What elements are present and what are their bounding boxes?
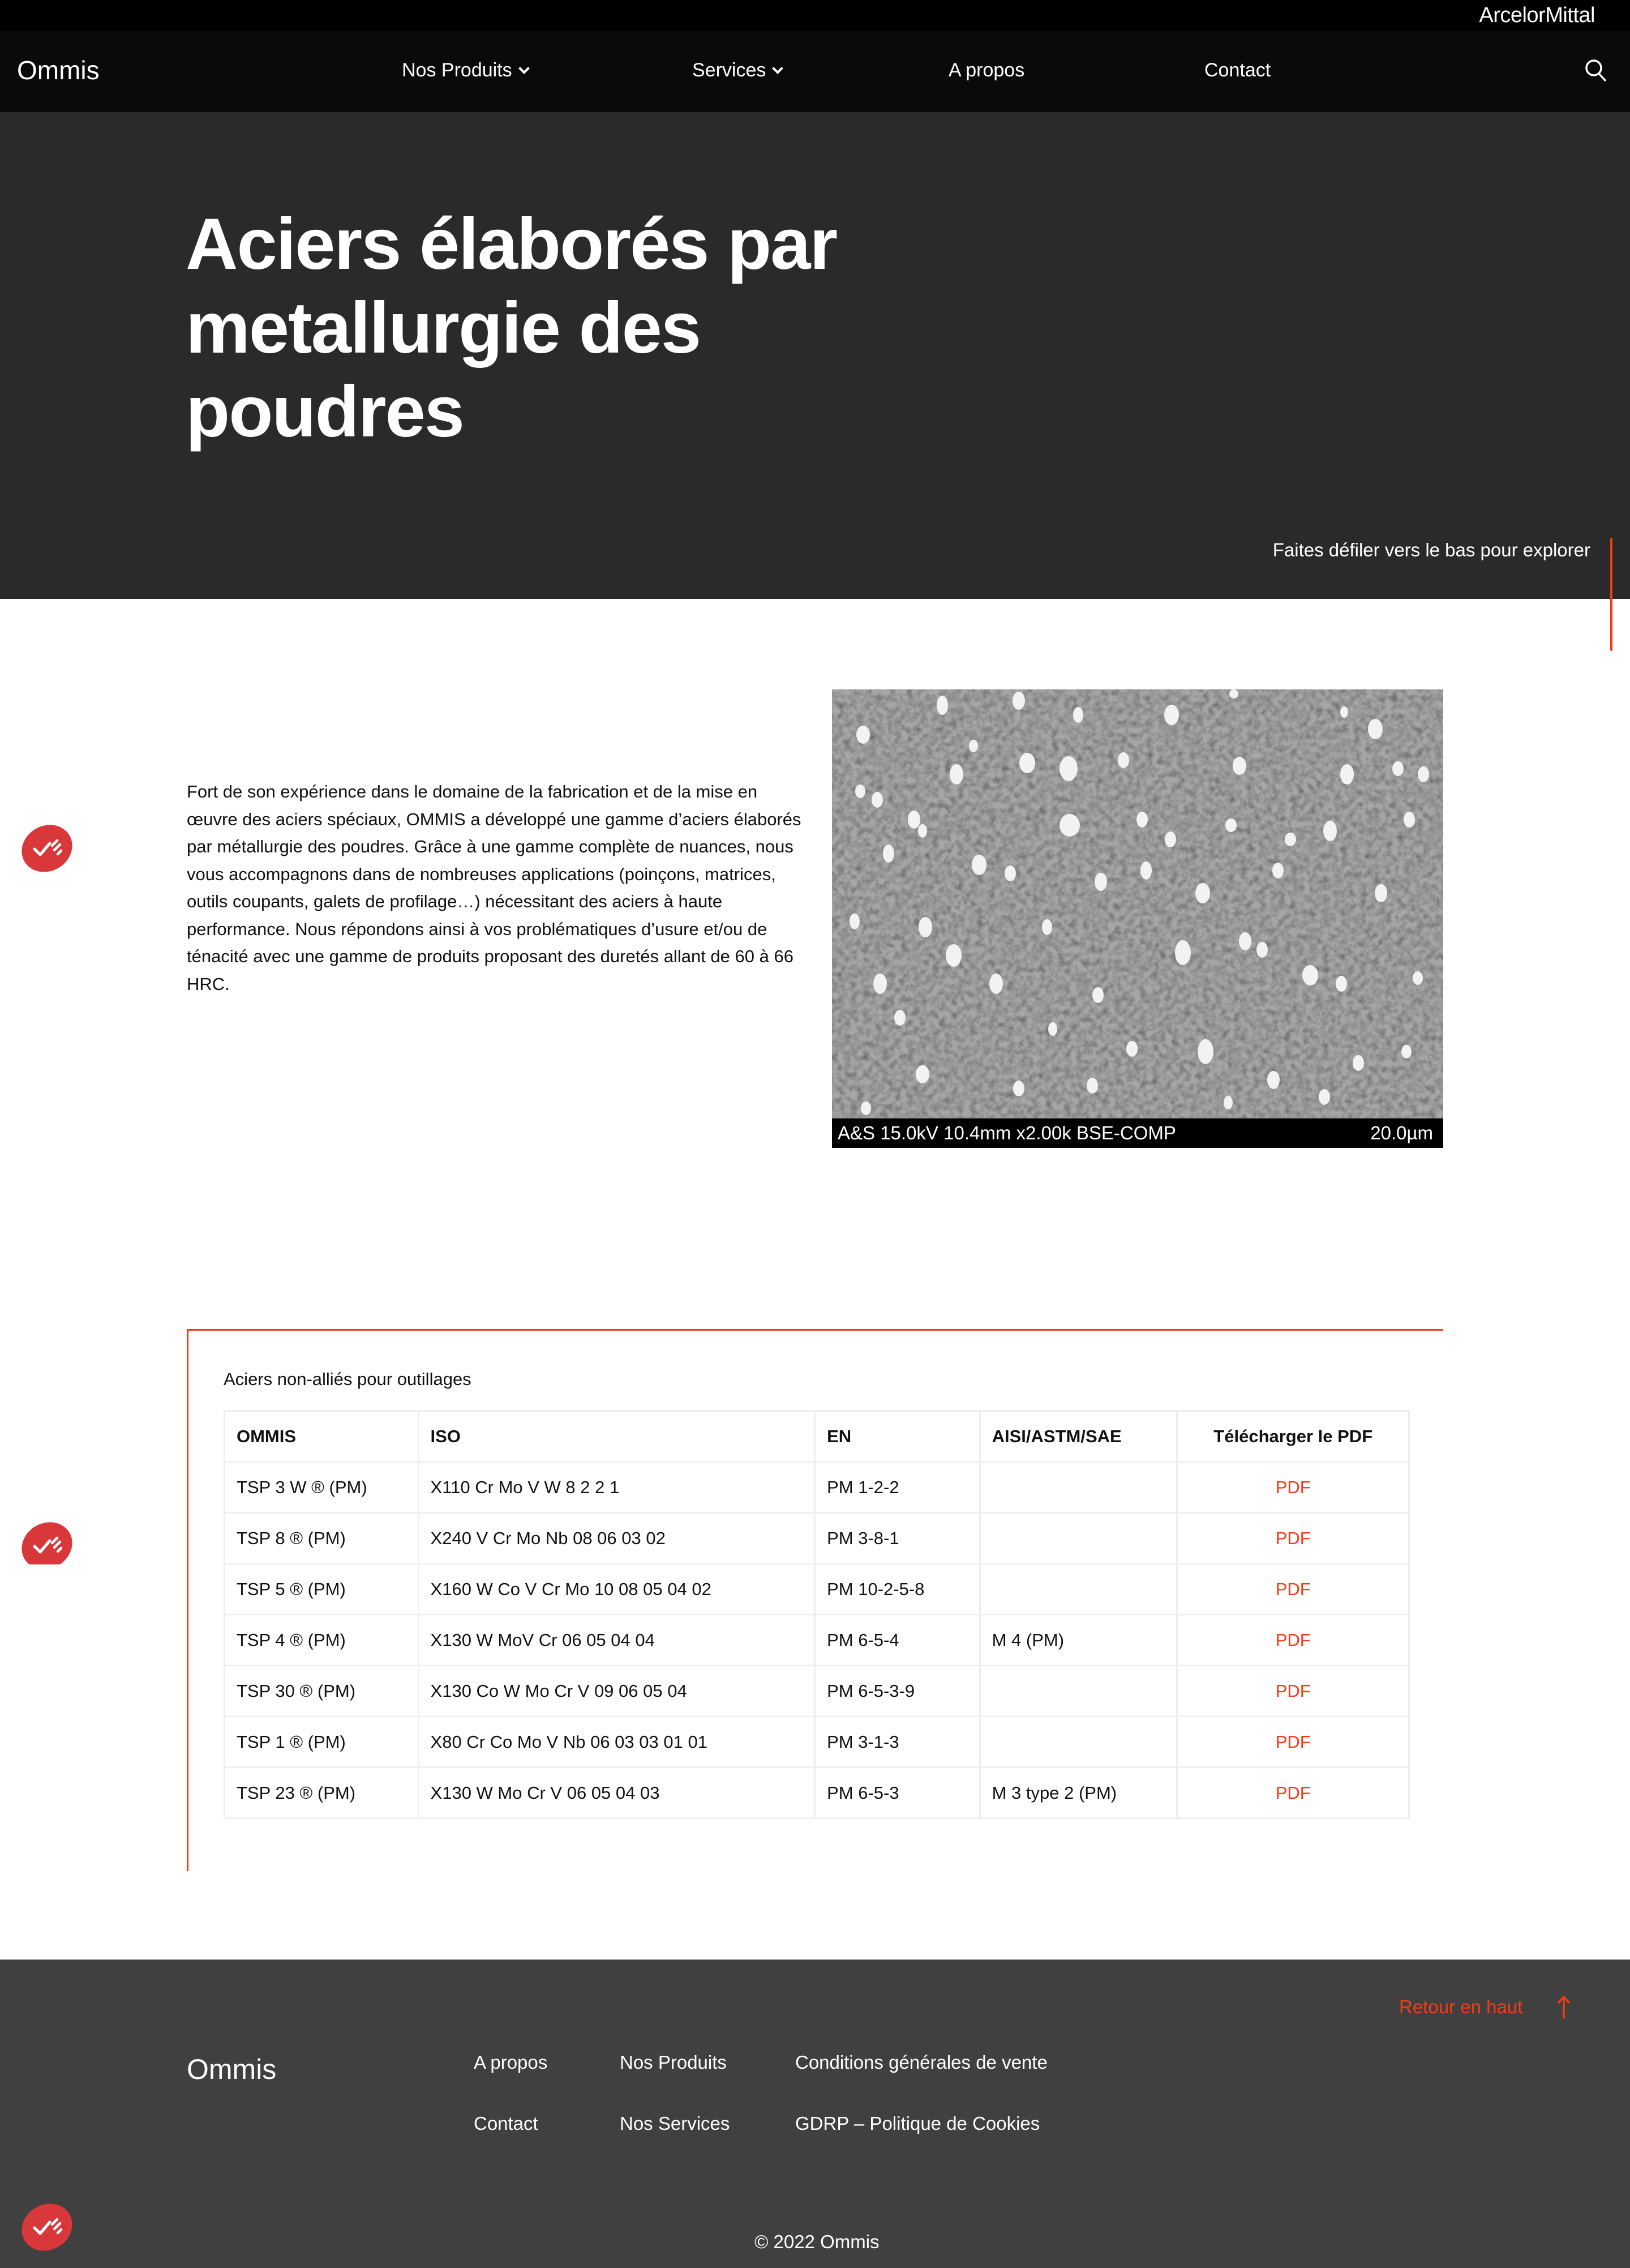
cell-en: PM 6-5-4: [815, 1615, 980, 1666]
page-title: Aciers élaborés par metallurgie des poudres: [186, 204, 837, 452]
cell-aisi: [980, 1564, 1177, 1615]
footer-logo[interactable]: Ommis: [187, 2053, 277, 2085]
footer-link-gdrp[interactable]: GDRP – Politique de Cookies: [795, 2113, 1040, 2134]
nav-item-services[interactable]: [692, 59, 782, 82]
cell-ommis: TSP 4 ® (PM): [225, 1615, 419, 1666]
top-bar: [0, 0, 1630, 31]
pdf-download-link[interactable]: PDF: [1275, 1528, 1311, 1548]
footer-link-a-propos[interactable]: A propos: [474, 2052, 548, 2073]
image-scale-label: 20.0µm: [1370, 1122, 1433, 1143]
table-row: [225, 1666, 1409, 1717]
nav-item-nos-produits[interactable]: [402, 59, 528, 82]
table-header-row: [225, 1411, 1409, 1462]
main-nav: [0, 31, 1630, 112]
cell-iso: X110 Cr Mo V W 8 2 2 1: [418, 1462, 815, 1513]
cell-en: PM 6-5-3: [815, 1768, 980, 1819]
cell-aisi: [980, 1513, 1177, 1564]
cell-en: PM 3-8-1: [815, 1513, 980, 1564]
cell-ommis: TSP 30 ® (PM): [225, 1666, 419, 1717]
cell-aisi: M 4 (PM): [980, 1615, 1177, 1666]
pdf-download-link[interactable]: PDF: [1275, 1579, 1311, 1599]
cell-iso: X130 Co W Mo Cr V 09 06 05 04: [418, 1666, 815, 1717]
pdf-download-link[interactable]: PDF: [1275, 1731, 1311, 1752]
site-footer: [0, 1960, 1630, 2268]
footer-link-nos-services[interactable]: Nos Services: [620, 2113, 730, 2134]
scroll-indicator-line: [1610, 538, 1612, 651]
cell-pdf: [1177, 1564, 1409, 1615]
pdf-download-link[interactable]: PDF: [1275, 1680, 1311, 1701]
cell-aisi: [980, 1666, 1177, 1717]
cell-pdf: [1177, 1615, 1409, 1666]
chat-check-badge-icon[interactable]: [20, 822, 74, 875]
table-row: [225, 1462, 1409, 1513]
nav-item-label: Contact: [1204, 59, 1271, 81]
back-to-top-link[interactable]: Retour en haut: [1399, 1996, 1523, 2017]
chat-check-badge-icon[interactable]: [20, 1519, 74, 1564]
image-caption: A&S 15.0kV 10.4mm x2.00k BSE-COMP: [832, 1118, 1443, 1148]
nav-item-label: Nos Produits: [402, 59, 512, 81]
footer-link-nos-produits[interactable]: Nos Produits: [620, 2052, 727, 2073]
sem-micrograph-image: [832, 689, 1443, 1148]
pdf-download-link[interactable]: PDF: [1275, 1477, 1311, 1497]
chat-check-badge-icon[interactable]: [20, 2201, 74, 2254]
col-header-aisi: AISI/ASTM/SAE: [980, 1411, 1177, 1462]
product-table: [224, 1410, 1410, 1819]
col-header-pdf: Télécharger le PDF: [1177, 1411, 1409, 1462]
nav-item-contact[interactable]: [1204, 59, 1271, 82]
cell-en: PM 3-1-3: [815, 1717, 980, 1768]
nav-item-a-propos[interactable]: [949, 59, 1024, 82]
cell-iso: X130 W MoV Cr 06 05 04 04: [418, 1615, 815, 1666]
product-table-section: [187, 1329, 1443, 1871]
footer-link-contact[interactable]: Contact: [474, 2113, 538, 2134]
arcelormittal-brand-link[interactable]: ArcelorMittal: [1479, 3, 1595, 27]
table-row: [225, 1513, 1409, 1564]
table-row: [225, 1615, 1409, 1666]
col-header-iso: ISO: [418, 1411, 815, 1462]
cell-iso: X80 Cr Co Mo V Nb 06 03 03 01 01: [418, 1717, 815, 1768]
search-icon[interactable]: [1585, 58, 1607, 83]
col-header-en: EN: [815, 1411, 980, 1462]
pdf-download-link[interactable]: PDF: [1275, 1630, 1311, 1650]
table-caption: Aciers non-alliés pour outillages: [224, 1369, 471, 1389]
table-row: [225, 1768, 1409, 1819]
hero-section: [0, 112, 1630, 599]
cell-iso: X240 V Cr Mo Nb 08 06 03 02: [418, 1513, 815, 1564]
footer-link-cgv[interactable]: Conditions générales de vente: [795, 2052, 1048, 2073]
cell-aisi: [980, 1462, 1177, 1513]
cell-pdf: [1177, 1666, 1409, 1717]
cell-en: PM 6-5-3-9: [815, 1666, 980, 1717]
cell-ommis: TSP 8 ® (PM): [225, 1513, 419, 1564]
arrow-up-icon[interactable]: [1555, 1995, 1572, 2020]
nav-item-label: Services: [692, 59, 766, 81]
cell-iso: X160 W Co V Cr Mo 10 08 05 04 02: [418, 1564, 815, 1615]
scroll-hint: Faites défiler vers le bas pour explorer: [1272, 539, 1590, 560]
intro-paragraph: Fort de son expérience dans le domaine de la fabrication et de la mise en œuvre des aciers spéciaux, OMMIS a développé une gamme d’aciers élaborés par métallurgie des poudres. Grâce à une gamme complète de nuances, nous vous accompagnons dans de nombreuses applications (poinçons, matrices, outils coupants, galets de profilage…) nécessitant des aciers à haute performance. Nous répondons ainsi à vos problématiques d’usure et/ou de ténacité avec une gamme de produits proposant des duretés allant de 60 à 66 HRC.: [187, 782, 801, 994]
cell-pdf: [1177, 1768, 1409, 1819]
cell-aisi: [980, 1717, 1177, 1768]
copyright: © 2022 Ommis: [754, 2231, 880, 2252]
chevron-down-icon: [772, 63, 783, 74]
cell-pdf: [1177, 1462, 1409, 1513]
col-header-ommis: OMMIS: [225, 1411, 419, 1462]
table-row: [225, 1564, 1409, 1615]
site-logo[interactable]: Ommis: [17, 55, 100, 85]
cell-iso: X130 W Mo Cr V 06 05 04 03: [418, 1768, 815, 1819]
micrograph-texture: [832, 689, 1443, 1148]
cell-pdf: [1177, 1513, 1409, 1564]
nav-item-label: A propos: [949, 59, 1025, 81]
cell-en: PM 1-2-2: [815, 1462, 980, 1513]
cell-pdf: [1177, 1717, 1409, 1768]
cell-ommis: TSP 5 ® (PM): [225, 1564, 419, 1615]
cell-ommis: TSP 23 ® (PM): [225, 1768, 419, 1819]
cell-ommis: TSP 3 W ® (PM): [225, 1462, 419, 1513]
cell-aisi: M 3 type 2 (PM): [980, 1768, 1177, 1819]
chevron-down-icon: [518, 63, 530, 74]
cell-ommis: TSP 1 ® (PM): [225, 1717, 419, 1768]
cell-en: PM 10-2-5-8: [815, 1564, 980, 1615]
pdf-download-link[interactable]: PDF: [1275, 1782, 1311, 1803]
table-row: [225, 1717, 1409, 1768]
